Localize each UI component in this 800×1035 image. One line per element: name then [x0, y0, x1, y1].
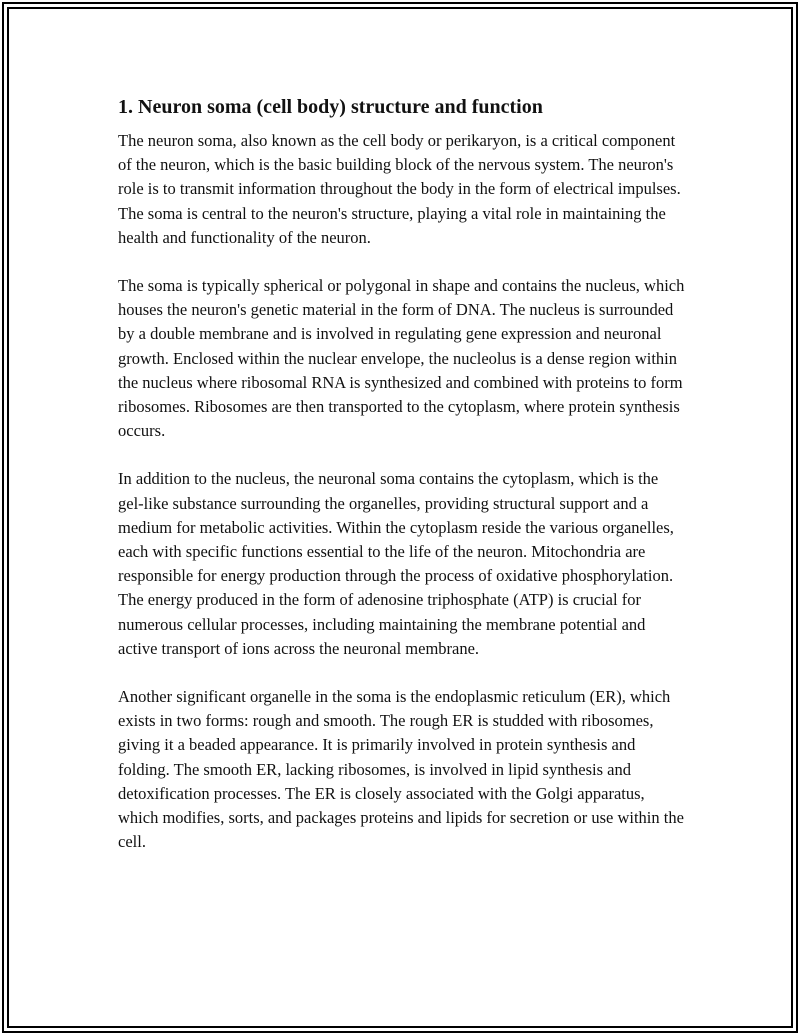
paragraph-endoplasmic-reticulum: Another significant organelle in the soma is the endoplasmic reticulum (ER), which exists in two forms: rough and smooth. The rough ER is studded with ribosomes, giving it a beaded appearance. It is primarily involved in protein synthesis and folding. The smooth ER, lacking ribosomes, is involved in lipid synthesis and detoxification processes. The ER is closely associated with the Golgi apparatus, which modifies, sorts, and packages proteins and lipids for secretion or use within the cell.	[118, 687, 684, 852]
paragraph-cytoplasm: In addition to the nucleus, the neuronal soma contains the cytoplasm, which is the gel-like substance surrounding the organelles, providing structural support and a medium for metabolic activities. Within the cytoplasm reside the various organelles, each with specific functions essential to the life of the neuron. Mitochondria are responsible for energy production through the process of oxidative phosphorylation. The energy produced in the form of adenosine triphosphate (ATP) is crucial for numerous cellular processes, including maintaining the membrane potential and active transport of ions across the neuronal membrane.	[118, 469, 674, 658]
section-heading: 1. Neuron soma (cell body) structure and function	[118, 96, 543, 118]
page-content	[118, 94, 688, 878]
paragraph-nucleus: The soma is typically spherical or polygonal in shape and contains the nucleus, which houses the neuron's genetic material in the form of DNA. The nucleus is surrounded by a double membrane and is involved in regulating gene expression and neuronal growth. Enclosed within the nuclear envelope, the nucleolus is a dense region within the nucleus where ribosomal RNA is synthesized and combined with proteins to form ribosomes. Ribosomes are then transported to the cytoplasm, where protein synthesis occurs.	[118, 276, 685, 441]
paragraph-soma-overview: The neuron soma, also known as the cell body or perikaryon, is a critical component of the neuron, which is the basic building block of the nervous system. The neuron's role is to transmit information throughout the body in the form of electrical impulses. The soma is central to the neuron's structure, playing a vital role in maintaining the health and functionality of the neuron.	[118, 131, 681, 247]
